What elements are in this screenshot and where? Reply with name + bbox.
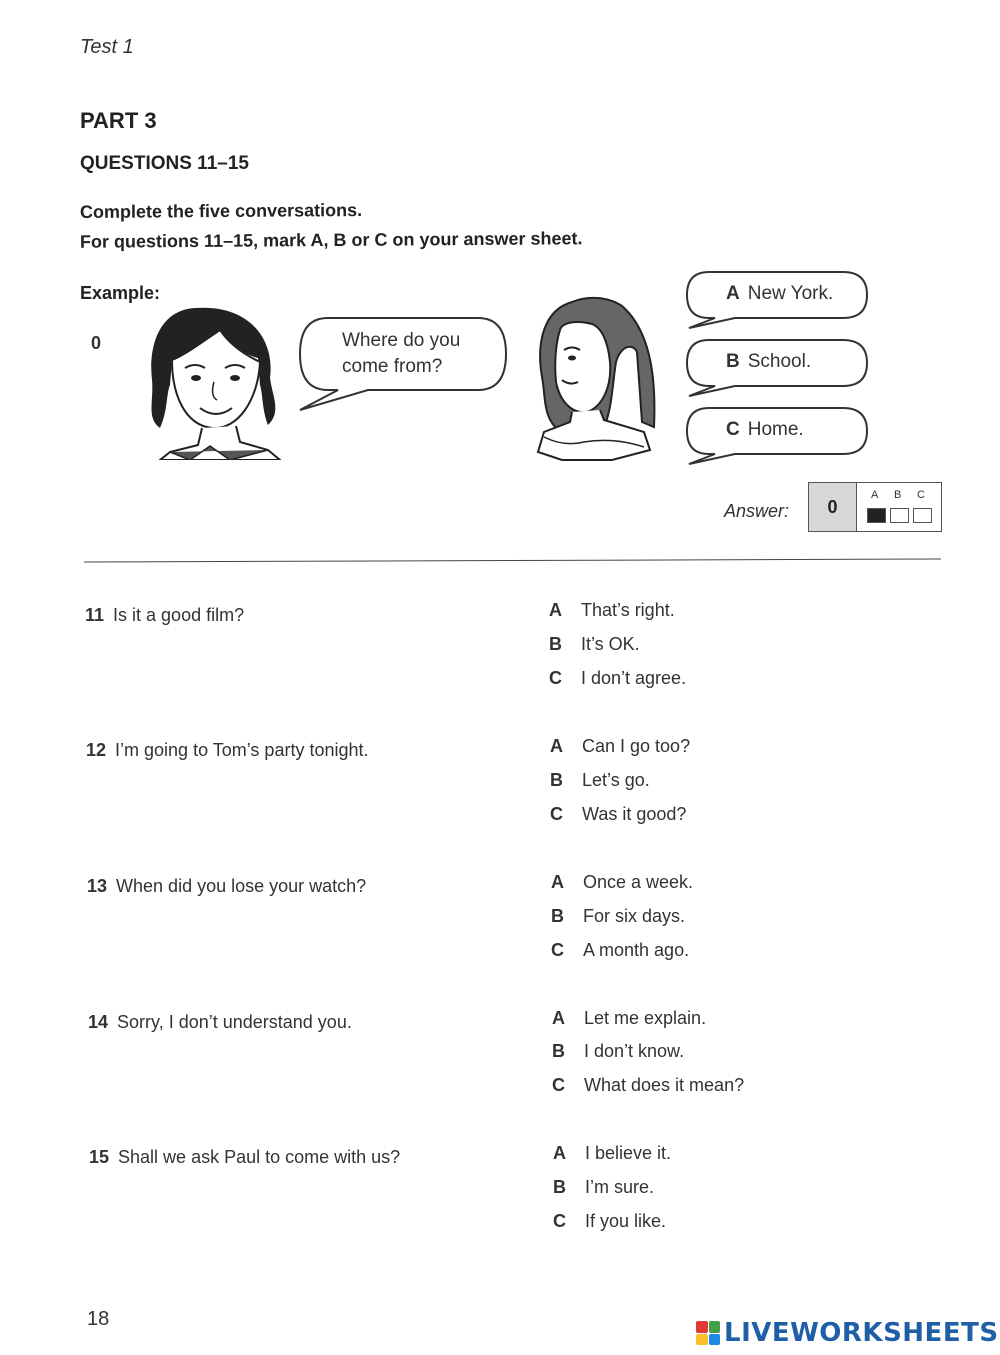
question-11-option-c[interactable]: C I don’t agree.: [549, 668, 687, 688]
answer-cell-c[interactable]: [913, 508, 932, 523]
question-15: 15 Shall we ask Paul to come with us?: [89, 1147, 401, 1167]
question-15-option-b[interactable]: B I’m sure.: [553, 1177, 655, 1197]
example-option-c: C Home.: [726, 419, 804, 440]
question-14: 14 Sorry, I don’t understand you.: [88, 1012, 352, 1032]
answer-letter-c: C: [917, 489, 925, 501]
question-14-option-c[interactable]: C What does it mean?: [552, 1075, 745, 1095]
question-11: 11 Is it a good film?: [85, 605, 245, 625]
question-12-option-a[interactable]: A Can I go too?: [550, 736, 691, 756]
question-13-option-c[interactable]: C A month ago.: [551, 940, 690, 960]
answer-letter-a: A: [871, 489, 879, 501]
woman-listener-illustration: [532, 292, 657, 462]
example-label: Example:: [80, 283, 161, 303]
example-question-line-1: Where do you: [342, 330, 461, 351]
question-12-option-b[interactable]: B Let’s go.: [550, 770, 650, 790]
instruction-line-2: For questions 11–15, mark A, B or C on your answer sheet.: [79, 228, 583, 252]
questions-range: QUESTIONS 11–15: [80, 153, 249, 174]
brand-text: LIVEWORKSHEETS: [724, 1318, 999, 1348]
question-11-option-a[interactable]: A That’s right.: [549, 600, 675, 620]
woman-speaker-illustration: [140, 300, 300, 460]
question-15-option-c[interactable]: C If you like.: [553, 1211, 667, 1231]
question-11-option-b[interactable]: B It’s OK.: [549, 634, 640, 654]
instruction-line-1: Complete the five conversations.: [79, 200, 363, 222]
answer-label: Answer:: [724, 501, 790, 521]
answer-number: 0: [809, 483, 857, 531]
answer-box: [808, 482, 942, 532]
example-option-a: A New York.: [726, 283, 834, 304]
example-number: 0: [91, 333, 102, 353]
section-divider: [84, 559, 941, 563]
question-14-option-a[interactable]: A Let me explain.: [552, 1008, 707, 1028]
question-12-option-c[interactable]: C Was it good?: [550, 804, 687, 824]
example-option-b: B School.: [726, 351, 812, 372]
question-13: 13 When did you lose your watch?: [87, 876, 367, 896]
question-14-option-b[interactable]: B I don’t know.: [552, 1041, 685, 1061]
test-label: Test 1: [80, 36, 134, 58]
question-13-option-b[interactable]: B For six days.: [551, 906, 686, 926]
question-12: 12 I’m going to Tom’s party tonight.: [86, 740, 369, 760]
page-number: 18: [87, 1308, 110, 1330]
liveworksheets-logo-icon: [696, 1321, 720, 1345]
answer-cell-b[interactable]: [890, 508, 909, 523]
question-13-option-a[interactable]: A Once a week.: [551, 872, 694, 892]
liveworksheets-brand[interactable]: [696, 1318, 999, 1348]
question-15-option-a[interactable]: A I believe it.: [553, 1143, 672, 1163]
example-question-line-2: come from?: [342, 356, 443, 377]
part-title: PART 3: [80, 108, 157, 133]
answer-cell-a[interactable]: [867, 508, 886, 523]
answer-letter-b: B: [894, 489, 902, 501]
